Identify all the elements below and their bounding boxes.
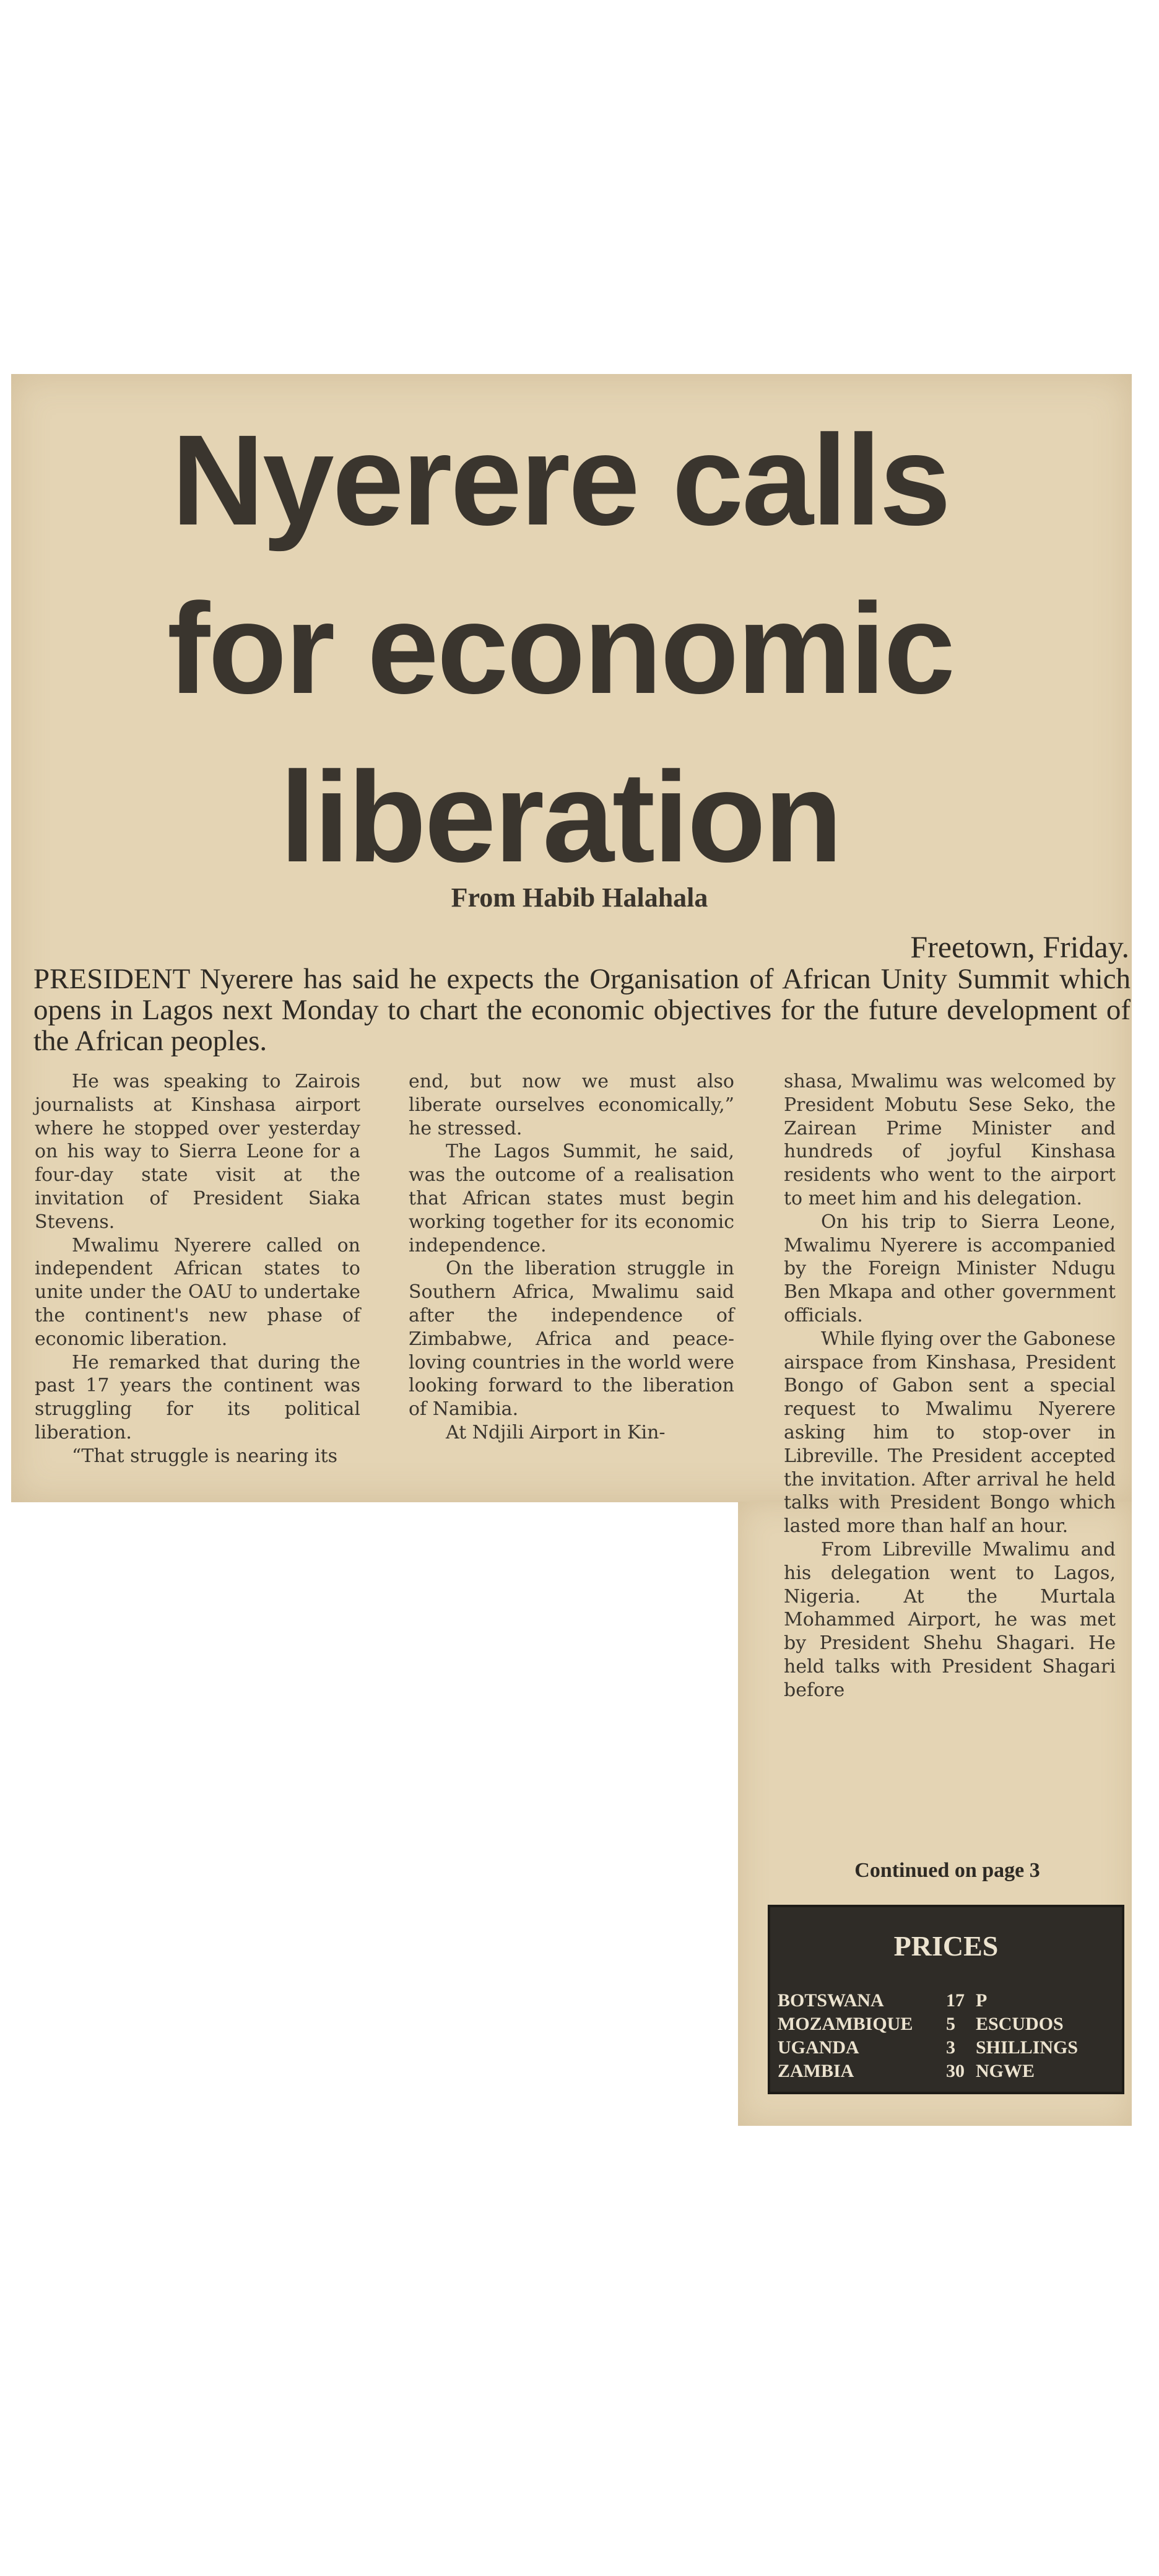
price-amount: 3 <box>946 2037 955 2058</box>
paragraph: He remarked that during the past 17 years the continent was struggling for its political liberation. <box>35 1351 360 1443</box>
price-unit: P <box>976 1990 988 2011</box>
prices-table <box>778 1989 1124 2083</box>
paragraph: Mwalimu Nyerere called on independent African states to unite under the OAU to undertake the continent's new phase of economic liberation. <box>35 1234 360 1350</box>
paragraph: He was speaking to Zairois journalists at Kinshasa airport where he stopped over yesterday on his way to Sierra Leone for a four-day state visit at the invitation of President Siaka Stevens. <box>35 1071 360 1233</box>
paragraph: shasa, Mwalimu was welcomed by President Mobutu Sese Seko, the Zairean Prime Minister and hundreds of joyful Kinshasa residents who went to the airport to meet him and his delegation. <box>784 1071 1116 1209</box>
price-country: ZAMBIA <box>778 2061 854 2081</box>
paragraph: The Lagos Summit, he said, was the outcome of a realisation that African states must begin working together for its economic independence. <box>409 1141 734 1256</box>
price-row <box>778 2012 1124 2036</box>
price-country: UGANDA <box>778 2037 859 2058</box>
dateline: Freetown, Friday. <box>910 929 1129 964</box>
paragraph: “That struggle is nearing its <box>72 1445 338 1467</box>
headline-line-1: Nyerere calls <box>171 409 950 552</box>
price-amount: 30 <box>946 2061 965 2081</box>
price-unit: NGWE <box>976 2061 1035 2081</box>
prices-box <box>768 1905 1124 2094</box>
byline: From Habib Halahala <box>451 882 708 913</box>
headline-line-2: for economic <box>167 577 953 721</box>
article-column-3 <box>784 1070 1116 1702</box>
headline <box>37 396 1083 902</box>
price-row <box>778 1989 1124 2012</box>
price-amount: 5 <box>946 2014 955 2034</box>
paragraph: While flying over the Gabonese airspace from Kinshasa, President Bongo of Gabon sent a special request to Mwalimu Nyerere asking him to stop-over in Libreville. The President accepted the invitation. After arrival he held talks with President Bongo which lasted more than half an hour. <box>784 1328 1116 1538</box>
article-column-2 <box>409 1070 734 1445</box>
paragraph: At Ndjili Airport in Kin- <box>446 1421 666 1443</box>
price-country: MOZAMBIQUE <box>778 2014 913 2034</box>
continued-note: Continued on page 3 <box>854 1859 1040 1882</box>
price-row <box>778 2060 1124 2083</box>
headline-line-3: liberation <box>279 746 841 889</box>
price-amount: 17 <box>946 1990 965 2011</box>
paragraph: On the liberation struggle in Southern Africa, Mwalimu said after the independence of Zimbabwe, Africa and peace-loving countries in the world were looking forward to the liberation of Namibia. <box>409 1258 734 1421</box>
article-column-1 <box>35 1070 360 1468</box>
paragraph: From Libreville Mwalimu and his delegation went to Lagos, Nigeria. At the Murtala Mohammed Airport, he was met by President Shehu Shagari. He held talks with President Shagari before <box>784 1538 1116 1701</box>
price-unit: SHILLINGS <box>976 2037 1079 2058</box>
price-unit: ESCUDOS <box>976 2014 1064 2034</box>
prices-title: PRICES <box>893 1930 999 1962</box>
paragraph: end, but now we must also liberate ourselves economically,” he stressed. <box>409 1071 734 1139</box>
lead-paragraph: PRESIDENT Nyerere has said he expects the Organisation of African Unity Summit which opens in Lagos next Monday to chart the economic objectives for the future development of the African peoples. <box>33 963 1131 1057</box>
price-row <box>778 2036 1124 2060</box>
price-country: BOTSWANA <box>778 1990 884 2011</box>
paragraph: On his trip to Sierra Leone, Mwalimu Nyerere is accompanied by the Foreign Minister Ndugu Ben Mkapa and other government officials. <box>784 1211 1116 1326</box>
